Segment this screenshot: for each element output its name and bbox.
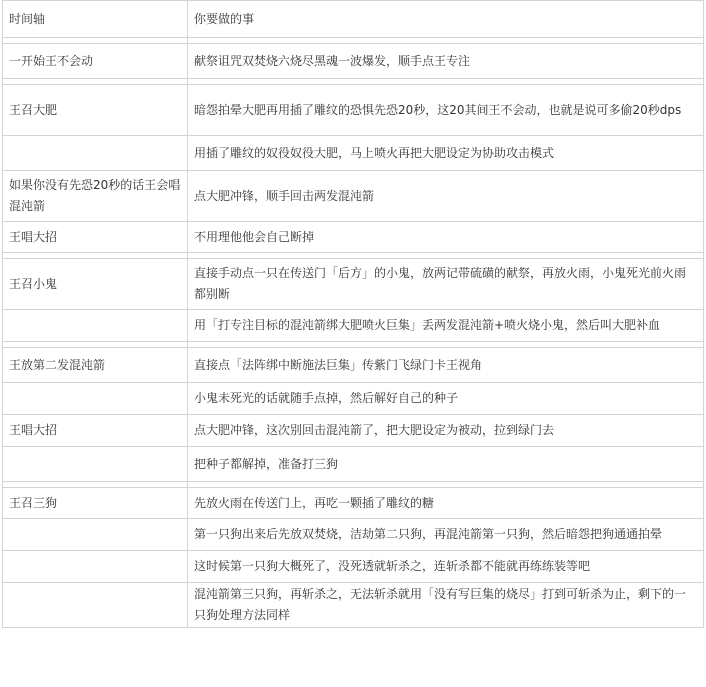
action-cell: 这时候第一只狗大概死了，没死透就斩杀之，连斩杀都不能就再练练装等吧 — [188, 551, 704, 583]
table-row — [3, 447, 704, 482]
table-row — [3, 488, 704, 519]
time-cell — [3, 310, 188, 342]
table-row — [3, 583, 704, 628]
time-cell: 一开始王不会动 — [3, 44, 188, 79]
table-row — [3, 310, 704, 342]
timeline-table — [2, 0, 704, 628]
table-row — [3, 415, 704, 447]
table-row — [3, 171, 704, 222]
action-cell: 先放火雨在传送门上，再吃一颗插了雕纹的糖 — [188, 488, 704, 519]
time-cell: 王召大肥 — [3, 85, 188, 136]
action-cell: 把种子都解掉，准备打三狗 — [188, 447, 704, 482]
time-cell: 王唱大招 — [3, 415, 188, 447]
time-cell: 如果你没有先恐20秒的话王会唱混沌箭 — [3, 171, 188, 222]
header-action: 你要做的事 — [188, 1, 704, 38]
table-row — [3, 348, 704, 383]
time-cell — [3, 136, 188, 171]
table-row — [3, 85, 704, 136]
action-cell: 点大肥冲锋，这次别回击混沌箭了，把大肥设定为被动，拉到绿门去 — [188, 415, 704, 447]
table-row — [3, 136, 704, 171]
time-cell: 王唱大招 — [3, 222, 188, 253]
table-row — [3, 383, 704, 415]
table-row — [3, 44, 704, 79]
action-cell: 小鬼未死光的话就随手点掉，然后解好自己的种子 — [188, 383, 704, 415]
action-cell: 点大肥冲锋，顺手回击两发混沌箭 — [188, 171, 704, 222]
time-cell — [3, 551, 188, 583]
time-cell — [3, 583, 188, 628]
action-cell: 第一只狗出来后先放双焚烧，洁劫第二只狗，再混沌箭第一只狗，然后暗怨把狗通通拍晕 — [188, 519, 704, 551]
table-row — [3, 222, 704, 253]
action-cell: 直接点「法阵绑中断施法巨集」传紫门飞绿门卡王视角 — [188, 348, 704, 383]
action-cell: 用「打专注目标的混沌箭绑大肥喷火巨集」丢两发混沌箭+喷火烧小鬼，然后叫大肥补血 — [188, 310, 704, 342]
table-row — [3, 519, 704, 551]
time-cell: 王放第二发混沌箭 — [3, 348, 188, 383]
action-cell: 用插了雕纹的奴役奴役大肥，马上喷火再把大肥设定为协助攻击模式 — [188, 136, 704, 171]
action-cell: 献祭诅咒双焚烧六烧尽黑魂一波爆发，顺手点王专注 — [188, 44, 704, 79]
time-cell: 王召三狗 — [3, 488, 188, 519]
time-cell — [3, 383, 188, 415]
header-time: 时间轴 — [3, 1, 188, 38]
action-cell: 混沌箭第三只狗，再斩杀之，无法斩杀就用「没有写巨集的烧尽」打到可斩杀为止，剩下的一只狗处理方法同样 — [188, 583, 704, 628]
time-cell — [3, 447, 188, 482]
action-cell: 不用理他他会自己断掉 — [188, 222, 704, 253]
time-cell: 王召小鬼 — [3, 259, 188, 310]
action-cell: 直接手动点一只在传送门「后方」的小鬼，放两记带硫磺的献祭，再放火雨，小鬼死光前火雨都别断 — [188, 259, 704, 310]
table-row — [3, 259, 704, 310]
header-row — [3, 1, 704, 38]
time-cell — [3, 519, 188, 551]
table-row — [3, 551, 704, 583]
action-cell: 暗怨拍晕大肥再用插了雕纹的恐惧先恐20秒，这20其间王不会动，也就是说可多偷20秒dps — [188, 85, 704, 136]
